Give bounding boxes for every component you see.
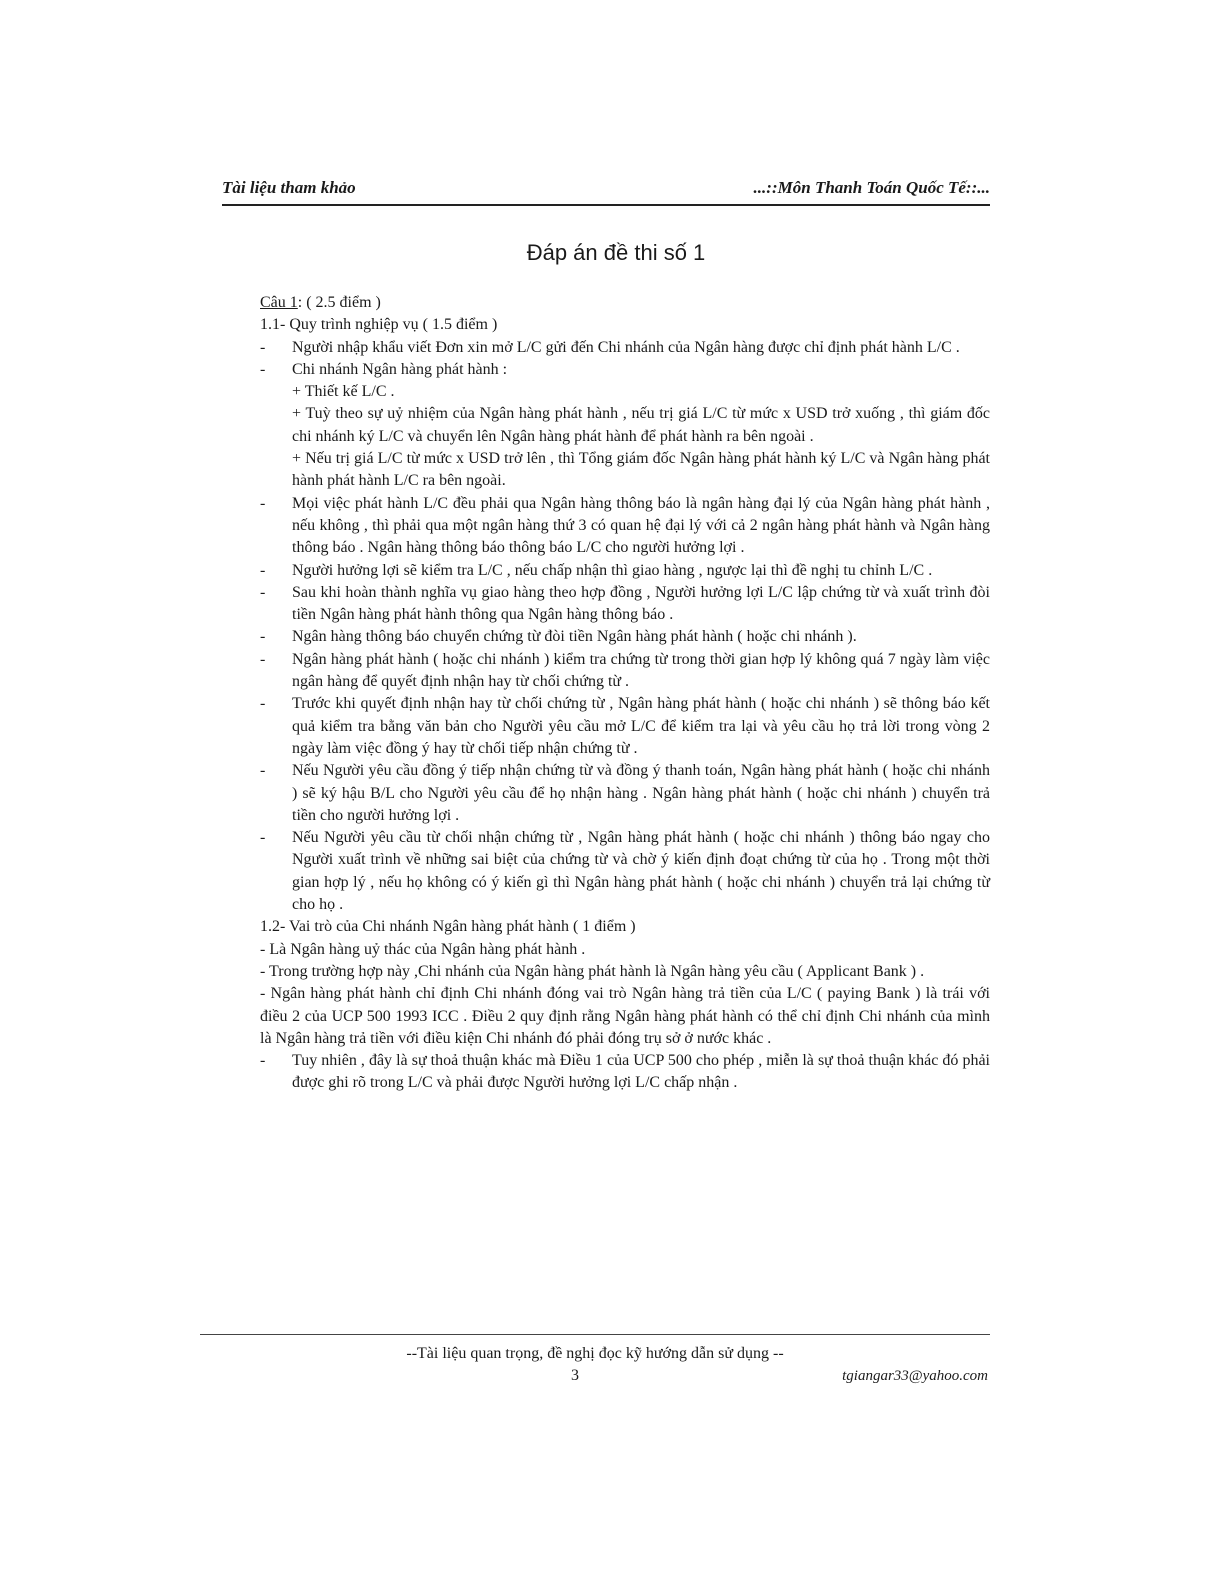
bullet-dash: -: [260, 338, 266, 356]
list-item: [260, 626, 990, 648]
page-number: 3: [571, 1367, 579, 1384]
bullet-dash: -: [260, 762, 266, 780]
list-item-text: Ngân hàng thông báo chuyển chứng từ đòi tiền Ngân hàng phát hành ( hoặc chi nhánh ).: [292, 628, 857, 646]
bullet-dash: -: [260, 829, 266, 847]
list-item-text: Người hưởng lợi sẽ kiểm tra L/C , nếu chấp nhận thì giao hàng , ngược lại thì đề nghị tu chỉnh L/C .: [292, 561, 933, 579]
bullet-dash: -: [260, 561, 266, 579]
paragraph: - Là Ngân hàng uỷ thác của Ngân hàng phát hành .: [260, 940, 586, 958]
bullet-dash: -: [260, 360, 266, 378]
section-2-heading: 1.2- Vai trò của Chi nhánh Ngân hàng phát hành ( 1 điểm ): [260, 918, 636, 936]
header-right-text: ...::Môn Thanh Toán Quốc Tế::...: [753, 178, 990, 197]
list-item: [260, 560, 990, 582]
sub-item: + Tuỳ theo sự uỷ nhiệm của Ngân hàng phát hành , nếu trị giá L/C từ mức x USD trở xuống , thì giám đốc chi nhánh ký L/C và chuyển lên Ngân hàng phát hành để phát hành ra bên ngoài .: [292, 405, 990, 445]
list-item: [260, 693, 990, 760]
list-item-text: Chi nhánh Ngân hàng phát hành :: [292, 360, 508, 378]
list-item: [260, 1050, 990, 1095]
list-item-text: Nếu Người yêu cầu từ chối nhận chứng từ , Ngân hàng phát hành ( hoặc chi nhánh ) thông báo ngay cho Người xuất trình về những sai biệt của chứng từ và chờ ý kiến định đoạt chứng từ của họ . Trong một thời gian hợp lý , nếu họ không có ý kiến gì thì Ngân hàng phát hành ( hoặc chi nhánh ) chuyển trả lại chứng từ cho họ .: [292, 829, 990, 914]
list-item-text: Trước khi quyết định nhận hay từ chối chứng từ , Ngân hàng phát hành ( hoặc chi nhánh ) sẽ thông báo kết quả kiểm tra bằng văn bản cho Người yêu cầu mở L/C để kiểm tra lại và yêu cầu họ trả lời trong vòng 2 ngày làm việc đồng ý hay từ chối tiếp nhận chứng từ .: [292, 695, 990, 757]
list-item: [260, 337, 990, 359]
list-item-text: Nếu Người yêu cầu đồng ý tiếp nhận chứng từ và đồng ý thanh toán, Ngân hàng phát hành ( hoặc chi nhánh ) sẽ ký hậu B/L cho Người yêu cầu để họ nhận hàng . Ngân hàng phát hành ( hoặc chi nhánh ) chuyển trả tiền cho người hưởng lợi .: [292, 762, 990, 824]
list-item: [260, 582, 990, 627]
question-heading: [260, 292, 990, 314]
page-header: [222, 178, 990, 206]
bullet-dash: -: [260, 1052, 266, 1070]
list-item-text: Mọi việc phát hành L/C đều phải qua Ngân hàng thông báo là ngân hàng đại lý của Ngân hàng phát hành , nếu không , thì phải qua một ngân hàng thứ 3 có quan hệ đại lý với cả 2 ngân hàng phát hành và Ngân hàng thông báo . Ngân hàng thông báo thông báo L/C cho người hưởng lợi .: [292, 494, 990, 557]
document-title: Đáp án đề thi số 1: [526, 240, 706, 265]
list-item-text: Sau khi hoàn thành nghĩa vụ giao hàng theo hợp đồng , Người hưởng lợi L/C lập chứng từ và xuất trình đòi tiền Ngân hàng phát hành thông qua Ngân hàng thông báo .: [292, 583, 990, 624]
bullet-dash: -: [260, 583, 266, 601]
list-item: [260, 649, 990, 694]
question-label: Câu 1: [260, 294, 298, 311]
sub-item: + Thiết kế L/C .: [292, 383, 395, 401]
question-points: : ( 2.5 điểm ): [297, 294, 381, 311]
bullet-dash: -: [260, 695, 266, 713]
header-left-text: Tài liệu tham khảo: [222, 178, 356, 197]
bullet-dash: -: [260, 650, 266, 668]
bullet-dash: -: [260, 494, 266, 512]
paragraph: - Trong trường hợp này ,Chi nhánh của Ngân hàng phát hành là Ngân hàng yêu cầu ( Applicant Bank ) .: [260, 962, 925, 980]
list-item-text: Tuy nhiên , đây là sự thoả thuận khác mà Điều 1 của UCP 500 cho phép , miễn là sự thoả thuận khác đó phải được ghi rõ trong L/C và phải được Người hưởng lợi L/C chấp nhận .: [292, 1052, 990, 1092]
paragraph: - Ngân hàng phát hành chỉ định Chi nhánh đóng vai trò Ngân hàng trả tiền của L/C ( paying Bank ) là trái với điều 2 của UCP 500 1993 ICC . Điều 2 quy định rằng Ngân hàng phát hành có thể chỉ định Chi nhánh của mình là Ngân hàng trả tiền với điều kiện Chi nhánh đó phải đóng trụ sở ở nước khác .: [260, 985, 990, 1047]
footer-email: tgiangar33@yahoo.com: [842, 1368, 988, 1384]
footer-note: --Tài liệu quan trọng, đề nghị đọc kỹ hướng dẫn sử dụng --: [406, 1345, 784, 1362]
document-body: [260, 292, 990, 1095]
list-item-text: Người nhập khẩu viết Đơn xin mở L/C gửi đến Chi nhánh của Ngân hàng được chỉ định phát hành L/C .: [292, 338, 960, 356]
list-item: [260, 827, 990, 916]
list-item-text: Ngân hàng phát hành ( hoặc chi nhánh ) kiểm tra chứng từ trong thời gian hợp lý không quá 7 ngày làm việc ngân hàng để quyết định nhận hay từ chối chứng từ .: [292, 650, 990, 691]
section-1-heading: 1.1- Quy trình nghiệp vụ ( 1.5 điểm ): [260, 316, 498, 334]
footer-divider: [200, 1334, 990, 1335]
sub-item: + Nếu trị giá L/C từ mức x USD trở lên , thì Tổng giám đốc Ngân hàng phát hành ký L/C và Ngân hàng phát hành phát hành L/C ra bên ngoài.: [292, 450, 990, 490]
list-item: [260, 493, 990, 560]
list-item: [260, 359, 990, 381]
bullet-dash: -: [260, 628, 266, 646]
list-item: [260, 760, 990, 827]
